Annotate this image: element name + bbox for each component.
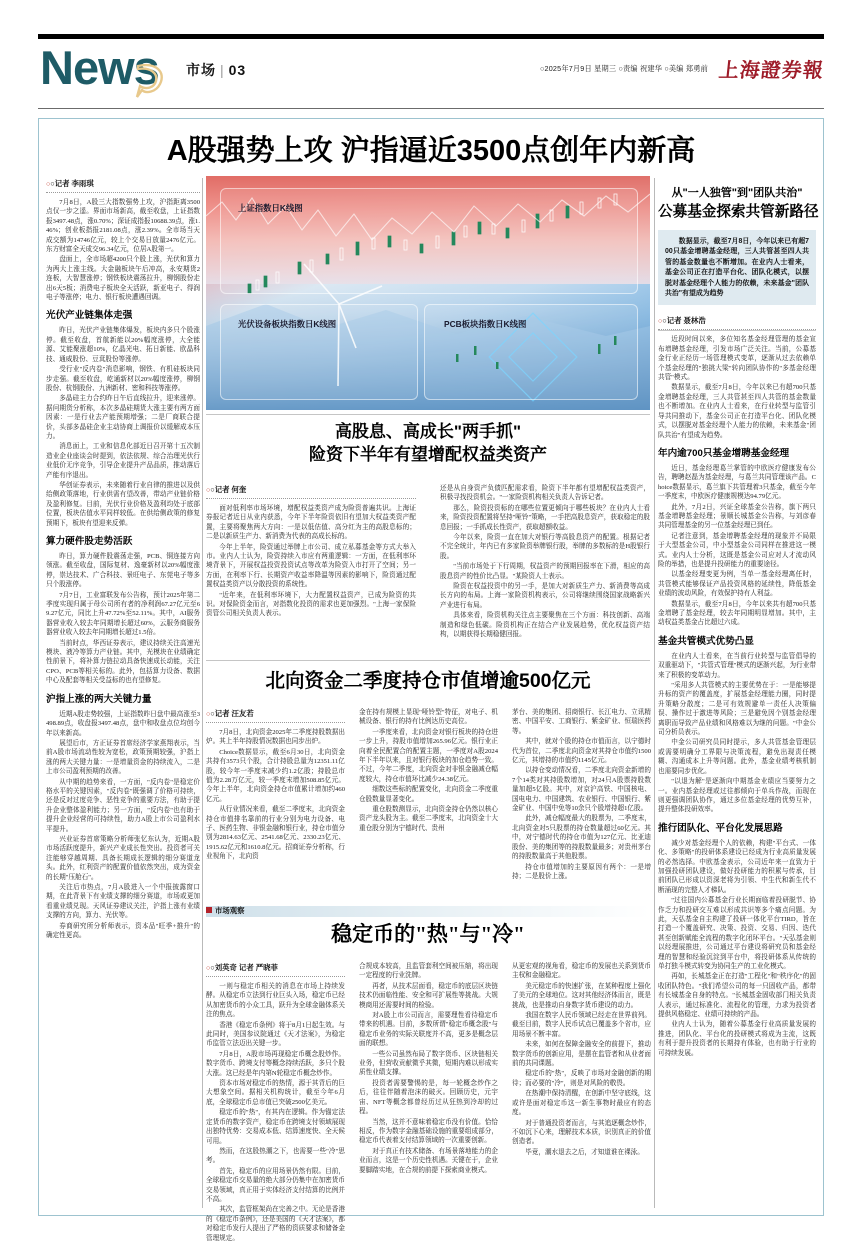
paragraph: 此外，7月2日，兴证全球基金公告称，旗下两只基金增聘基金经理；景顺长城基金公告称，与刘彦春共同管理基金的另一位基金经理已到任。 xyxy=(658,503,816,530)
paragraph: 记者注意到，基金增聘基金经理的现象并不局限于大型基金公司，中小型基金公司同样在推进这一模式。业内人士分析，这既是基金公司应对人才流动风险的举措，也是提升投研能力的重要途径。 xyxy=(658,532,816,568)
byline-marker-icon: ○ xyxy=(46,181,51,188)
subhead-platform-strategy: 推行团队化、平台化发展思路 xyxy=(658,822,783,834)
paragraph: 此外，减仓幅度最大的股票为，二季度末，北向资金对5只股票的持仓数量超过60亿元。其中，对宁德时代的持仓市值为127亿元、比亚迪股份、美的集团等的持股数量最多；对贵州茅台的持股数量高于其他股票。 xyxy=(512,815,651,861)
paragraph: 我国在数字人民币领域已经走在世界前列。截至目前，数字人民币试点已覆盖多个省市，应用场景不断丰富。 xyxy=(512,1012,651,1038)
caption-pcb-index: PCB板块指数日K线图 xyxy=(444,319,527,329)
paragraph: 从更宏观的视角看，稳定币的发展也关系到货币主权和金融稳定。 xyxy=(512,963,651,980)
story3-column-mid xyxy=(359,708,498,834)
news-logo-text: News xyxy=(40,41,159,94)
paragraph: 在热潮中保持清醒，在创新中坚守底线，这或许是面对稳定币这一新生事物时最应有的态度。 xyxy=(512,1090,651,1117)
subhead-computing-power: 算力硬件股走势活跃 xyxy=(46,536,133,547)
story3-headline: 北向资金二季度持仓市值增逾500亿元 xyxy=(265,670,591,692)
paragraph: "近年来，在低利率环境下，大力配置权益资产，已成为险资的共识。对保险资金而言，对指数化投资的需求也更加强烈。"上海一家保险资管公司相关负责人表示。 xyxy=(206,591,416,618)
paragraph: 一季度来看，北向资金对银行板块的持仓进一步上升，持股市值增加265.96亿元。银行业正向着全民配置合的配置主题，一季度对A股2024年下半年以来，且对银行板块的加仓趋势一致。不过，今年二季度，北向资金对非银金融减仓幅度较大，持仓市值环比减少24.38亿元。 xyxy=(359,728,498,783)
byline-marker-icon: ○ xyxy=(206,965,211,972)
paragraph: 持仓市值增加的主要原因有两个：一是增持；二是股价上涨。 xyxy=(512,863,651,880)
section-label: 市场 | 03 xyxy=(186,62,247,78)
main-story-byline xyxy=(46,178,200,193)
story-rule-1 xyxy=(206,414,650,415)
paragraph: 金在持有规模上显现"哑铃型"特征，对电子、机械设备、银行的持有比例达历史高位。 xyxy=(359,709,498,726)
caption-sse-index: 上证指数日K线图 xyxy=(238,203,303,213)
story2-headline-line2: 险资下半年有望增配权益类资产 xyxy=(309,445,547,464)
subhead-700-funds: 年内逾700只基金增聘基金经理 xyxy=(658,447,790,459)
paragraph: 合规成本较高，且监管套利空间被压缩，将出现一定程度的行业洗牌。 xyxy=(359,963,498,980)
paragraph: 一些公司虽然布局了数字货币、区块链相关业务，但营收贡献微乎其微，短期内难以形成实质性业绩支撑。 xyxy=(359,1050,498,1077)
paragraph: 消息面上，工业和信息化部近日召开第十五次制造业企业座谈会时提到，依法依规、综合治理光伏行业低价无序竞争，引导企业提升产品品质，推动落后产能有序退出。 xyxy=(46,443,200,479)
paragraph: 近期A股走势较强，上证指数昨日盘中最高涨至3498.89点，收盘报3497.48点，盘中和收盘点位均创今年以来新高。 xyxy=(46,710,200,737)
paragraph: 近段时间以来，多位知名基金经理管理的基金宣布增聘基金经理，引发市场广泛关注。当前，公募基金行业正经历一场管理模式变革，逐渐从过去依赖单个基金经理的"独挑大梁"转向团队协作的"多基金经理共管"模式。 xyxy=(658,336,816,382)
byline-marker-icon: ○ xyxy=(658,318,663,326)
paragraph: 具体来看，险资机构关注点主要聚焦在三个方面：科技创新、高端制造和绿色低碳。险资机构正在结合产业发展趋势，优化权益资产结构，以期获得长期稳健回报。 xyxy=(440,612,650,639)
paragraph: 那么，险资投资标的在哪些位置更倾向于哪些板块？在业内人士看来，险资投资配置将坚持"哑铃"策略，一手把高股息资产，获取稳定的股息回报；一手抓成长性资产，获取超额收益。 xyxy=(440,504,650,531)
column-separator-1 xyxy=(202,178,203,1208)
masthead-top-rule xyxy=(38,34,824,39)
paragraph: 美元稳定币的快速扩张，在某种程度上强化了美元的全球地位。这对其他经济体而言，既是挑战，也是推动自身数字货币建设的动力。 xyxy=(512,982,651,1009)
paragraph: 兴业证券首席策略分析师张忆东认为，近期A股市场活跃度提升，新兴产业成长性突出。投资者可关注能够穿越周期、具备长期成长逻辑的细分赛道龙头。此外，红利资产的配置价值依然突出，成为资金的长期"压舱石"。 xyxy=(46,835,200,881)
paragraph: 关注后市热点，7月A股进入一个中报披露窗口期，在此背景下有业绩支撑的细分赛道，市场或更加看重业绩兑现。天风证券建议关注，沪指上涨有业绩支撑的方向，算力、光伏等。 xyxy=(46,884,200,920)
paragraph: "以退为解"是逐渐向中期基金业绩应当要努力之一。业内基金经理或过往都倾向于单兵作战，而现在则更强调团队协作，通过多位基金经理的优势互补，提升整体投研效率。 xyxy=(658,778,816,814)
masthead xyxy=(38,34,824,112)
tag-square-icon xyxy=(206,907,212,913)
paragraph: 资本市场对稳定币的热情，源于其背后的巨大想象空间。据相关机构统计，截至今年6月底，全球稳定币总市值已突破2500亿美元。 xyxy=(206,1080,345,1106)
story2-column-right xyxy=(440,484,650,641)
story2-headline-line1: 高股息、高成长"两手抓" xyxy=(334,422,522,441)
paragraph: 一则与稳定币相关的消息在市场上持续发酵。从稳定币立法到行业巨头入场，稳定币已经从加密货币的小众工具，跃升为全球金融体系关注的焦点。 xyxy=(206,983,345,1019)
main-headline: A股强势上攻 沪指逼近3500点创年内新高 xyxy=(166,135,696,167)
byline-text: ○记者 聂林浩 xyxy=(662,316,706,326)
paragraph: 以持仓变动情况看，二季度北向资金新增的7个14类对其持股数增加，对24只A股票持股数量加超5亿股。其中，对京沪高铁、中国核电、国电电力、中国建筑、农业银行、中国银行、紫金矿业、中国中免等10余只个股增持超1亿股。 xyxy=(512,767,651,813)
paragraph: 然而，在这股热潮之下，也需要一些"冷"思考。 xyxy=(206,1147,345,1165)
paragraph: 首先，稳定币的应用场景仍然有限。目前，全球稳定币交易量的绝大部分仍集中在加密货币交易领域，真正用于实体经济支付结算的比例并不高。 xyxy=(206,1167,345,1203)
paragraph: 业内人士认为，随着公募基金行业高质量发展的推进，团队化、平台化的投研模式将成为主流，这既有利于提升投资者的长期持有体验，也有助于行业的可持续发展。 xyxy=(658,1021,816,1057)
paragraph: 展望后市，方正证券首席经济学家燕翔表示，当前A股市场流动性较为宽松，政策预期较强，沪指上涨的两大关键力量：一是增量资金的持续流入，二是上市公司盈利预期的改善。 xyxy=(46,739,200,776)
story3-column-right xyxy=(512,708,651,882)
paragraph: 数据显示，截至7月8日，今年以来已有超700只基金增聘基金经理，三人共管甚至四人共管的基金数量也不断增加。在业内人士看来，在行业转型与监管引导共同推动下，基金公司正在打造平台化、团队化模式，以摆脱对基金经理个人能力的依赖，未来基金"团队共治"有望成为趋势。 xyxy=(658,384,816,439)
paragraph: 茅台、美的集团、招商银行、长江电力、立讯精密、中国平安、工商银行、紫金矿业、恒瑞医药等。 xyxy=(512,709,651,735)
masthead-meta: ○2025年7月9日 星期三 ○责编 祝建华 ○美编 郑勇前 xyxy=(540,64,708,73)
paragraph: 7月8日，A股市场再现稳定币概念股炒作。数字货币、跨境支付等概念持续活跃，多只个股大涨。这已经是年内第N轮稳定币概念炒作。 xyxy=(206,1050,345,1077)
right-story-abstract xyxy=(658,230,816,305)
paragraph: 从中期的趋势来看，一方面，"反内卷"是稳定价格水平的关键因素，"反内卷"既强调了价格可持续，还是反对过度竞争、恶性竞争的重要方法，有助于提升企业整体盈利能力；另一方面，"反内卷"也有助于提升企业经营的可持续性，助力A股上市公司盈利水平提升。 xyxy=(46,778,200,833)
story4-column-two xyxy=(359,962,498,1176)
story4-column-three xyxy=(512,962,651,1158)
paragraph: 受行业"反内卷"消息影响，钢铁、有机硅板块同步走强。截至收盘，屹通新材以20%幅度涨停，柳钢股份、杭钢股份、九洲新材、密和科技等涨停。 xyxy=(46,366,200,392)
paragraph: 以基金经理变更为例，当单一基金经理离任时，共管模式能够保证产品投资风格的延续性，降低基金业绩的波动风险，有效保护持有人利益。 xyxy=(658,571,816,598)
caption-pv-index: 光伏设备板块指数日K线图 xyxy=(238,319,337,329)
paragraph: 昨日，光伏产业链集体爆发，板块内多只个股涨停。截至收盘，首航新能以20%幅度涨停，大全能源、艾能聚涨超10%，亿晶光电、拓日新能、欧晶科技、通威股份、豆萁股份等涨停。 xyxy=(46,327,200,363)
paragraph: 今年以来，险资一直在加大对银行等高股息资产的配置。根据记者不完全统计，年内已有多家险资举牌银行股，举牌的多数标的是H股银行股。 xyxy=(440,534,650,560)
right-story-headline: 公募基金探索共管新路径 xyxy=(658,204,819,220)
paragraph: 盘面上，全市场超4200只个股上涨，光伏和算力为两大上涨主线。大金融板块午后冲高，永安期货2连板，大智慧涨停；钢铁板块震荡拉升，柳钢股份走出6天5板；消费电子板块全天活跃，新亚电子、得润电子等涨停；电力、银行板块遭遇回调。 xyxy=(46,256,200,302)
story3-byline xyxy=(206,708,345,723)
paragraph: 再者，从技术层面看，稳定币的底层区块链技术仍面临性能、安全和可扩展性等挑战。大规模商用还需要时间的检验。 xyxy=(359,982,498,1009)
abstract-text: 数据显示，截至7月8日，今年以来已有超700只基金增聘基金经理，三人共管甚至四人共管的基金数量也不断增加。在业内人士看来，基金公司正在打造平台化、团队化模式，以摆脱对基金经理个人能力的依赖，未来基金"团队共治"有望成为趋势 xyxy=(665,238,809,298)
paragraph: 在业内人士看来，在当前行业转型与监管倡导的双重驱动下，"共管式管理"模式的逐渐兴起，为行业带来了积极的变革动力。 xyxy=(658,652,816,679)
paragraph: 再如，长城基金正在打造"工程化"和"秩序化"的固收团队特色。"我们希望公司的每一只固收产品，都带有长城基金自身的特点。"长城基金固收部门相关负责人表示，通过标准化、流程化的管理，力求为投资者提供风格稳定、业绩可持续的产品。 xyxy=(658,973,816,1019)
paragraph: "当前市场处于下行周期，权益资产的预期回报率在下滑，相应的高股息资产的性价比凸显。"某险资人士表示。 xyxy=(440,563,650,580)
story-rule-3 xyxy=(658,330,816,331)
section-name: 市场 xyxy=(186,62,216,78)
paragraph: 还是从自身资产负债匹配需求看，险资下半年都有望增配权益类资产，积极寻找投资机会。"一家险资机构相关负责人告诉记者。 xyxy=(440,485,650,502)
paragraph: 细数这些标的配置变化，北向资金二季度重仓股数量显著变化。 xyxy=(359,786,498,803)
paragraph: 从行业情况来看，截至二季度末，北向资金持仓市值排名靠前的行业分别为电力设备、电子、医药生物、非银金融和银行业，持仓市值分别为2814.63亿元、2541.68亿元、2330.23亿元、1915.62亿元和1610.8亿元。招商证券分析称，行业视角下，北向资 xyxy=(206,806,345,861)
paragraph: 对于普通投资者而言，与其追逐概念炒作，不如沉下心来，理解技术本质，识别真正的价值创造者。 xyxy=(512,1119,651,1146)
market-observation-tag xyxy=(206,906,650,917)
paragraph: 对A股上市公司而言，需要理性看待稳定币带来的机遇。目前，多数所谓"稳定币概念股"与稳定币业务的实际关联度并不高，更多是概念层面的联想。 xyxy=(359,1012,498,1048)
paragraph: 毕竟，潮水退去之后，才知道谁在裸泳。 xyxy=(525,1148,644,1156)
paragraph: 重仓股数测显示，北向资金持仓仍然以核心资产龙头股为主。截至二季度末，北向资金十大重仓股分别为宁德时代、贵州 xyxy=(359,806,498,832)
paragraph: 当前时点，华西证券表示，建议持续关注高速光模块、液冷等算力产业链。其中，光模块在业绩确定性前景下，将补算力链拉动具备快速成长动能，关注CPO、PCB等相关标的。此外，包括算力设备、数据中心及配套等相关受益标的也有望修复。 xyxy=(46,639,200,685)
story2-headline xyxy=(206,420,650,466)
paragraph: 近日，基金经理葛兰掌管的中欧医疗健康发布公告，聘聘赵磊为基金经理，与葛兰共同管理该产品。Choice数据显示，葛兰旗下共管理着3只基金，截至今年一季度末，中欧医疗健康规模达94.79亿元。 xyxy=(658,464,816,501)
story4-headline: 稳定币的"热"与"冷" xyxy=(331,922,525,946)
paragraph: 险资在权益投资中的另一手，是加大对新质生产力、新消费等高成长方向的布局。上海一家险资机构表示，公司将继续围绕国家战略新兴产业进行布局。 xyxy=(440,583,650,609)
paragraph: 券商研究所分析师表示，资本品"旺季+推升"的确定性更高。 xyxy=(46,922,200,940)
paragraph: 数据显示，截至7月8日，今年以来共有超700只基金增聘了基金经理，较去年同期明显增加。其中，主动权益类基金占比超过六成。 xyxy=(658,600,816,627)
byline-marker-icon: ○ xyxy=(206,711,211,718)
paragraph: 投资者需要警惕的是，每一轮概念炒作之后，往往伴随着泡沫的破灭。回顾历史，元宇宙、NFT等概念都曾经历过从狂热到冷却的过程。 xyxy=(359,1079,498,1116)
paragraph: 多晶硅主力合约昨日午后直线拉升，迎来涨停。据问期货分析称，本次多晶硅期货大涨主要有两方面因素：一是行业去产能预期增强；二是厂商联合提价，头部多晶硅企业主动协商上调报价以缓解成本压力。 xyxy=(46,395,200,440)
subhead-two-forces: 沪指上涨的两大关键力量 xyxy=(46,693,152,705)
byline-text: ○记者 李雨琪 xyxy=(50,179,94,188)
paragraph: 其次，监管框架尚在完善之中。无论是香港的《稳定币条例》，还是美国的《天才法案》，都对稳定币发行人提出了严格的资质要求和储备金管理规定。 xyxy=(206,1206,345,1242)
subhead-photovoltaic: 光伏产业链集体走强 xyxy=(46,310,133,322)
swirl-icon xyxy=(134,60,168,98)
paragraph: 昨日，算力硬件股震荡走强，PCB、铜连接方向领涨。截至收盘，国际复材、逸豪新材以20%幅度涨停，崇达技术、广合科技、景旺电子、东莞电子等多只个股涨停。 xyxy=(46,553,200,589)
tag-label: 市场观察 xyxy=(215,906,245,915)
column-separator-2 xyxy=(654,178,655,1208)
right-story-kicker: 从"一人独管"到"团队共治" xyxy=(671,187,803,199)
paragraph: 稳定币的"热"，有其内在逻辑。作为锚定法定货币的数字资产，稳定币在跨境支付领域展现出独特优势：交易成本低、结算速度快、全天候可用。 xyxy=(206,1109,345,1145)
paragraph: 中金公司研究员同时提示，多人共管基金管理层或需要明确分工界限与决策流程，避免出现责任模糊、沟通成本上升等问题。此外，基金业绩考核机制也需要同步优化。 xyxy=(658,739,816,775)
paragraph: 减少对基金经理个人的依赖，构建"平台式、一体化、多策略"的投研体系建设已经成为行业高质量发展的必然选择。中欧基金表示，公司近年来一直致力于加强投研团队建设，做好投研能力的积累与传承，目前团队已形成以资深老将为引领、中生代和新生代不断涌现的完整人才梯队。 xyxy=(658,839,816,894)
right-story xyxy=(658,186,819,1059)
right-story-byline xyxy=(658,315,816,330)
story2-column-left xyxy=(206,484,416,620)
subhead-comanagement-advantage: 基金共管模式优势凸显 xyxy=(658,635,754,647)
paragraph: 7月7日，工业富联发布公告称，预计2025年第二季度实现归属于母公司所有者的净利润67.27亿元至69.27亿元，同比上升47.72%至52.11%。其中，AI服务器营业收入较去年同期增长超过60%，云服务商服务器营业收入较去年同期增长超过1.5倍。 xyxy=(46,591,200,637)
byline-text: ○刘英奇 记者 严晓菲 xyxy=(210,963,278,972)
paragraph: 未来，如何在保障金融安全的前提下，推动数字货币的创新应用，是摆在监管者和从业者面前的共同课题。 xyxy=(512,1041,651,1068)
story4-byline xyxy=(206,962,345,977)
paragraph: 今年上半年，险资通过举牌上市公司、成立私募基金等方式大举入市。业内人士认为，险资持续入市应有两重逻辑：一方面，在低利率环境背景下，开展权益投资投资试点等改革为险资入市打开了空间；另一方面，在利率下行、长期资产收益率降温等因素的影响下，险资通过配置权益类资产以分散投资的系统性。 xyxy=(206,543,416,589)
paragraph: 香港《稳定币条例》将于8月1日起生效。与此同时，美国参议院通过《天才法案》，为稳定币监管立法迈出关键一步。 xyxy=(206,1021,345,1048)
page-number: 03 xyxy=(228,62,247,78)
paragraph: 当然，这并不意味着稳定币没有价值。恰恰相反，作为数字金融基础设施的重要组成部分，稳定币代表着支付结算领域的一次重要创新。 xyxy=(359,1118,498,1145)
paragraph: "过往国内公募基金行业长期面临着投研脱节、协作乏力和投研交互难以形成共识等多个痛点问题。为此，天弘基金自主构建了投研一体化平台TIRD，旨在打造一个覆盖研究、决策、投资、交易、归因、迭代甚至创新赋能全流程的数字化闭环平台。"天弘基金则以经理展推进，公司通过平台建设将研究员和基金经理的智慧和经验沉淀到平台中，将投研体系从传统的单打独斗模式转变为协同生产的工业化模式。 xyxy=(658,897,816,970)
story3-column-left xyxy=(206,708,345,863)
story4-column-one xyxy=(206,962,345,1244)
story-rule-2 xyxy=(206,660,650,661)
paragraph: 对于真正有技术储备、有场景落地能力的企业而言，这是一个历史性机遇。关键在于，企业要脚踏实地，在合规的前提下探索商业模式。 xyxy=(359,1147,498,1174)
paragraph: 其中，就对个股的持仓市值而言，以宁德时代为首位，二季度北向资金对其持仓市值约1500亿元，其增持的市值约1145亿元。 xyxy=(512,738,651,765)
masthead-bottom-rule xyxy=(38,108,824,109)
byline-marker-icon: ○ xyxy=(206,487,211,494)
paragraph: Choice数据显示，截至6月30日，北向资金共持有3573只个股，合计持股总量为12351.11亿股，较今年一季度末减少约1.2亿股；持股总市值为2.28万亿元，较一季度末增加508.85亿元。今年上半年，北向资金持仓市值累计增加约460亿元。 xyxy=(206,748,345,803)
byline-text: ○记者 何奎 xyxy=(210,485,247,494)
paragraph: 面对低利率市场环境，增配权益类资产成为险资普遍共识。上海证券报记者近日从业内获悉，今年下半年险资依旧有望加大权益类资产配置，主要将聚焦两大方向：一是以低估值、高分红为主的高股息标的；二是以新质生产力、新消费为代表的高成长标的。 xyxy=(206,505,416,541)
paper-name: 上海證券報 xyxy=(717,60,825,82)
paragraph: 7月8日，北向资金2025年二季度持股数据出炉。其上半年持股情况数据也同步出炉。 xyxy=(206,729,345,746)
paragraph: 稳定币的"热"，反映了市场对金融创新的期待；而必要的"冷"，则是对风险的敬畏。 xyxy=(512,1070,651,1087)
paragraph: 华创证券表示，未来随着行业自律的推进以及供给侧政策落地，行业供需有望改善，带动产业链价格及盈利修复。目前，光伏行业价格及盈利均处于底部位置，板块估值水平同样较低。在供给侧政策的修复预期下，板块有望迎来反弹。 xyxy=(46,481,200,527)
column-one xyxy=(46,178,200,941)
story2-byline xyxy=(206,484,416,499)
byline-text: ○记者 汪友若 xyxy=(210,709,254,718)
paragraph: "采用多人共管模式的主要优势在于：一是能够提升标的资产的覆盖度，扩展基金经理能力圈，同时提升策略分散度；二是可有效规避单一责任人决策偏误、操作过于激进等风险；三是避免因个别基金经理离职而导致产品业绩和风格难以为继的问题。"中金公司分析员表示。 xyxy=(658,682,816,737)
market-photo xyxy=(206,176,650,410)
paragraph: 7月8日，A股三大指数强势上攻，沪指距离3500点仅一步之遥。界面市场新高，截至收盘，上证指数报3497.48点，涨0.70%；深证成指报10688.39点，涨1.46%；创业板指报2181.08点，涨2.39%。全市场当天成交额为14746亿元，较上个交易日放量2476亿元。东方财富全天成交96.34亿元，位居A股第一。 xyxy=(46,199,200,254)
